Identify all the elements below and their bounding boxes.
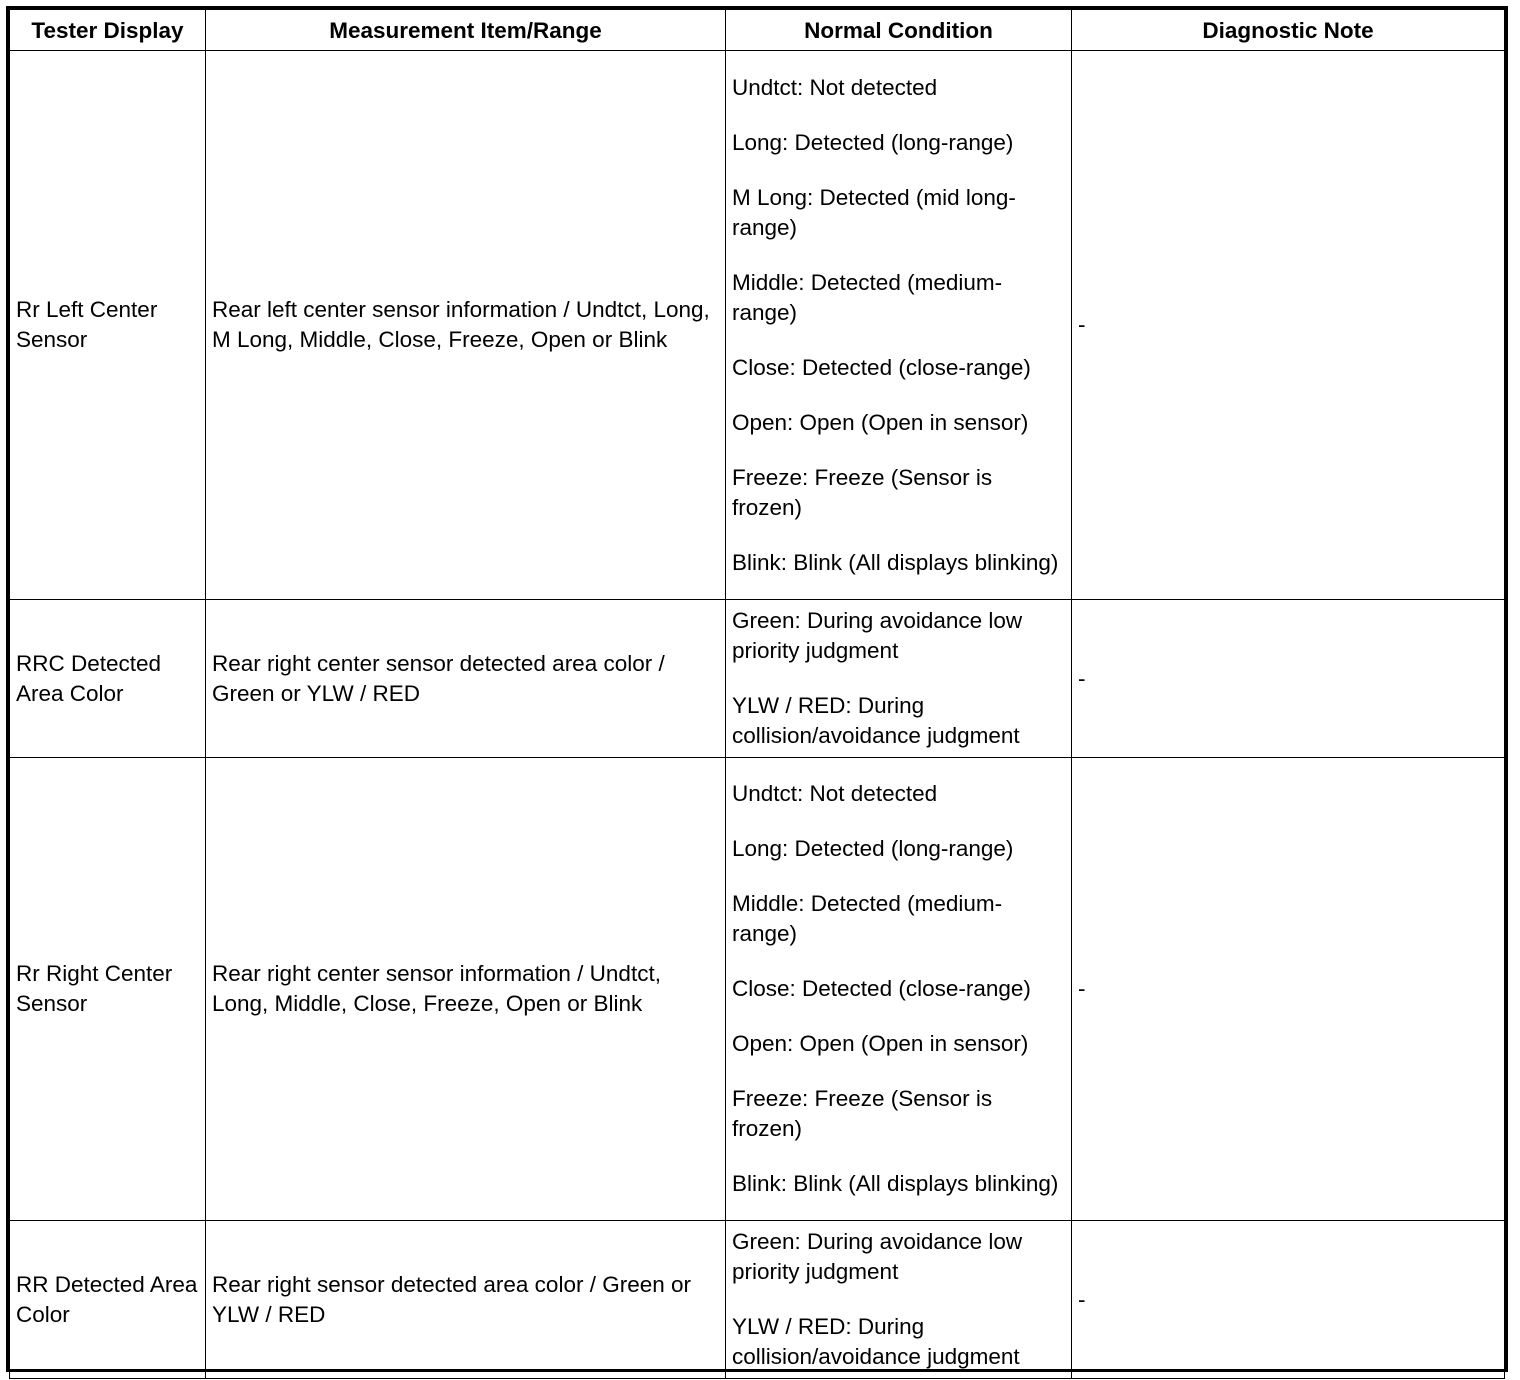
diagnostic-note-cell: -	[1072, 51, 1505, 600]
condition-line: Green: During avoidance low priority judgment	[732, 1229, 1023, 1284]
header-diagnostic-note: Diagnostic Note	[1072, 10, 1505, 51]
tester-display-cell: RRC Detected Area Color	[10, 600, 206, 758]
header-tester-display: Tester Display	[10, 10, 206, 51]
diagnostic-note-cell: -	[1072, 600, 1505, 758]
normal-condition-cell	[726, 758, 1072, 1221]
tester-display-cell: RR Detected Area Color	[10, 1221, 206, 1379]
condition-line: Undtct: Not detected	[732, 74, 938, 100]
condition-line: Freeze: Freeze (Sensor is frozen)	[732, 1086, 993, 1141]
tester-display-cell: Rr Right Center Sensor	[10, 758, 206, 1221]
table-header-row	[10, 10, 1505, 51]
diagnostic-note-cell: -	[1072, 758, 1505, 1221]
condition-line: Middle: Detected (medium-range)	[732, 269, 1003, 325]
condition-line: M Long: Detected (mid long-range)	[732, 184, 1016, 240]
condition-line: Blink: Blink (All displays blinking)	[732, 549, 1059, 575]
diagnostic-table	[9, 9, 1505, 1379]
condition-line: Blink: Blink (All displays blinking)	[732, 1171, 1059, 1196]
normal-condition-cell	[726, 51, 1072, 600]
measurement-cell: Rear right center sensor detected area color / Green or YLW / RED	[206, 600, 726, 758]
table-row	[10, 1221, 1505, 1379]
condition-line: Close: Detected (close-range)	[732, 354, 1031, 380]
header-normal-condition: Normal Condition	[726, 10, 1072, 51]
normal-condition-cell	[726, 600, 1072, 758]
condition-line: Green: During avoidance low priority judgment	[732, 608, 1023, 663]
condition-line: Freeze: Freeze (Sensor is frozen)	[732, 464, 993, 520]
condition-line: YLW / RED: During collision/avoidance judgment	[732, 693, 1020, 748]
table-row	[10, 758, 1505, 1221]
condition-line: Open: Open (Open in sensor)	[732, 409, 1029, 435]
condition-line: Long: Detected (long-range)	[732, 836, 1014, 861]
condition-line: Undtct: Not detected	[732, 781, 938, 806]
measurement-cell: Rear right center sensor information / Undtct, Long, Middle, Close, Freeze, Open or Blink	[206, 758, 726, 1221]
measurement-cell: Rear right sensor detected area color / Green or YLW / RED	[206, 1221, 726, 1379]
condition-line: YLW / RED: During collision/avoidance judgment	[732, 1314, 1020, 1369]
diagnostic-note-cell: -	[1072, 1221, 1505, 1379]
tester-display-cell: Rr Left Center Sensor	[10, 51, 206, 600]
measurement-cell: Rear left center sensor information / Undtct, Long, M Long, Middle, Close, Freeze, Open or Blink	[206, 51, 726, 600]
table-row	[10, 51, 1505, 600]
condition-line: Open: Open (Open in sensor)	[732, 1031, 1029, 1056]
condition-line: Long: Detected (long-range)	[732, 129, 1014, 155]
header-measurement: Measurement Item/Range	[206, 10, 726, 51]
diagnostic-table-frame	[6, 6, 1508, 1372]
condition-line: Close: Detected (close-range)	[732, 976, 1031, 1001]
table-row	[10, 600, 1505, 758]
condition-line: Middle: Detected (medium-range)	[732, 891, 1003, 946]
normal-condition-cell	[726, 1221, 1072, 1379]
